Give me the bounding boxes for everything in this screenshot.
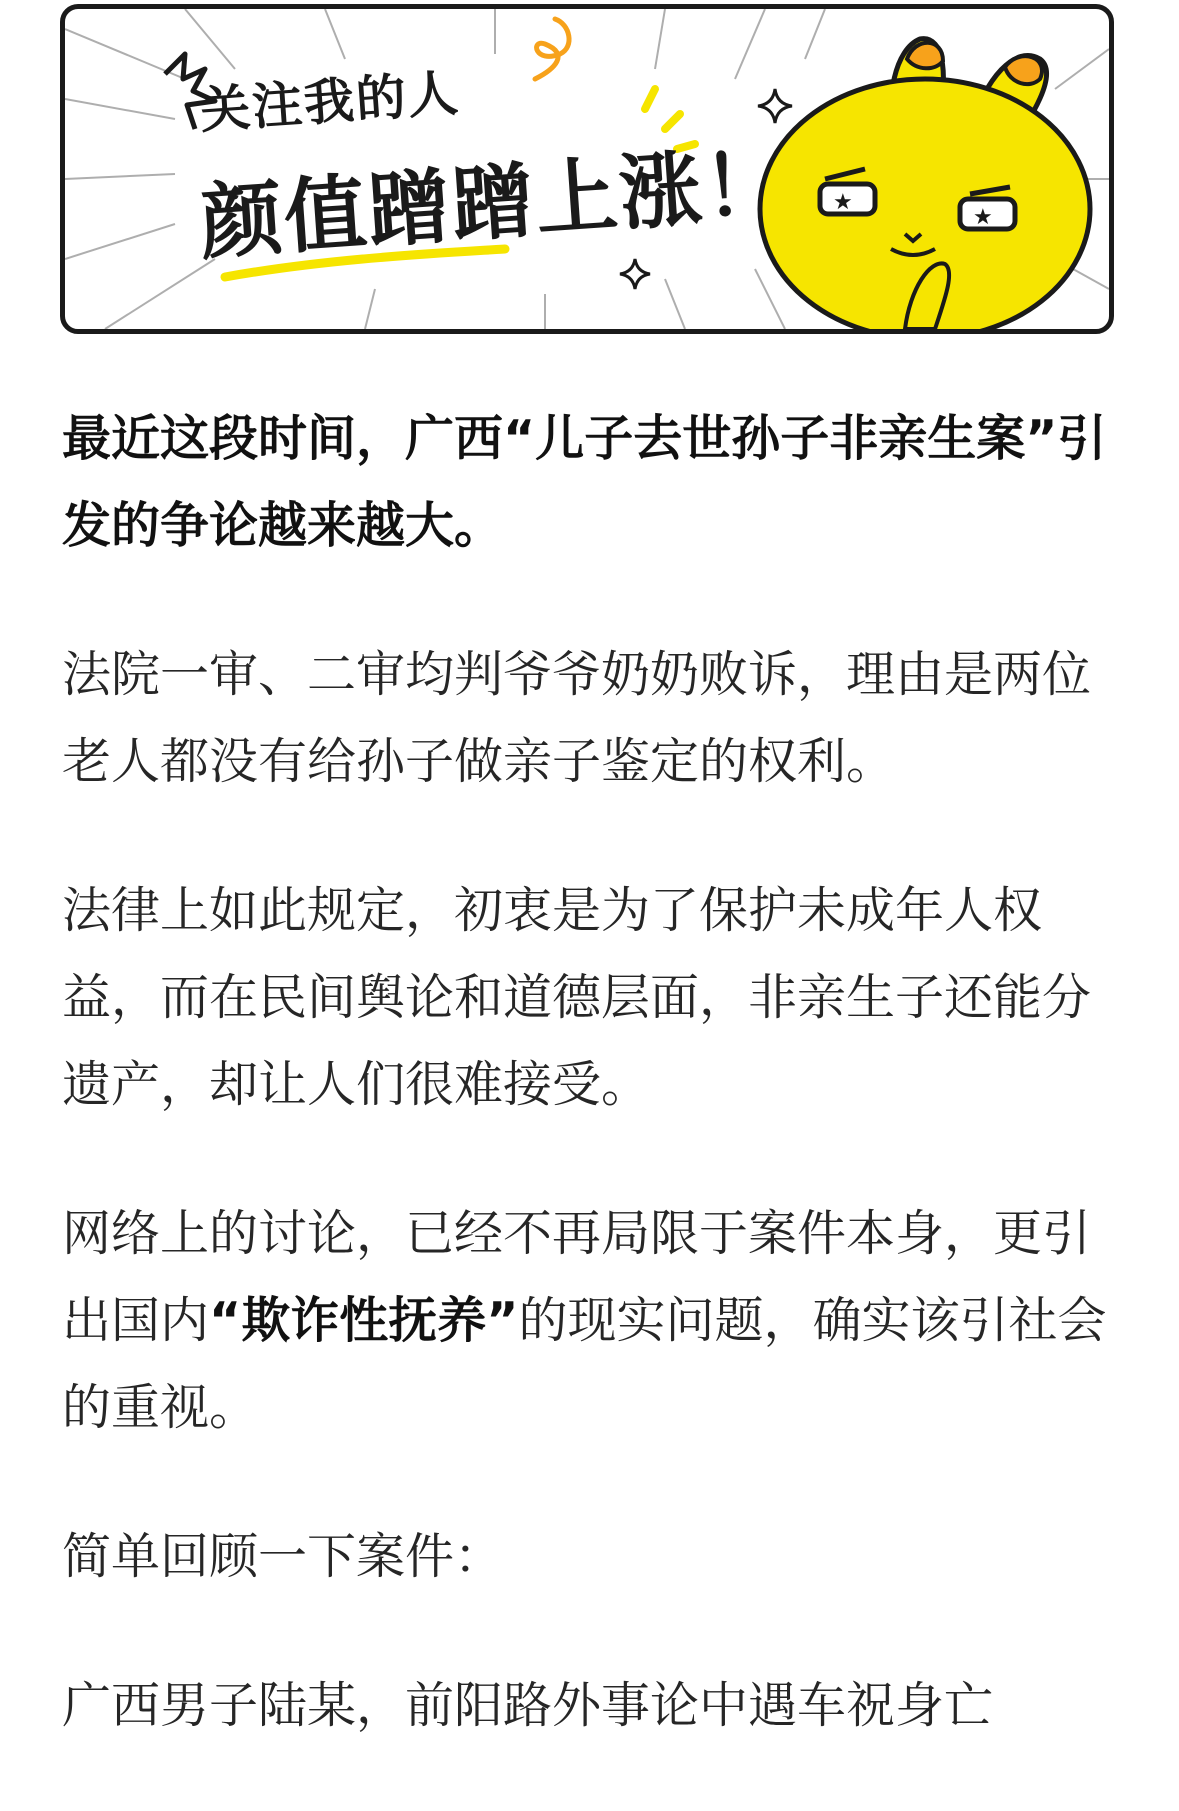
swirl-icon xyxy=(535,19,569,79)
svg-text:★: ★ xyxy=(973,205,993,230)
banner-title-line2: 颜值蹭蹭上涨！ xyxy=(197,136,791,272)
svg-text:★: ★ xyxy=(833,190,853,215)
paragraph-law: 法律上如此规定，初衷是为了保护未成年人权益，而在民间舆论和道德层面，非亲生子还能分遗产，却让人们很难接受。 xyxy=(62,882,1092,1113)
article-body xyxy=(62,395,1122,1811)
paragraph-discussion-after: 的现实问题，确实该引社会的重视。 xyxy=(62,1292,1107,1436)
banner-title-line1: 关注我的人 xyxy=(198,63,462,140)
paragraph-discussion xyxy=(62,1190,1122,1451)
paragraph-verdict: 法院一审、二审均判爷爷奶奶败诉，理由是两位老人都没有给孙子做亲子鉴定的权利。 xyxy=(62,646,1092,790)
paragraph-discussion-before: 网络上的讨论，已经不再局限于案件本身，更引出国内 xyxy=(62,1205,1092,1349)
yellow-rabbit-mascot xyxy=(760,39,1090,329)
paragraph-cut-off: 广西男子陆某，前阳路外事论中遇车祝身亡 xyxy=(62,1677,994,1734)
header-banner xyxy=(60,4,1114,334)
paragraph-case-review: 简单回顾一下案件： xyxy=(62,1528,504,1585)
lead-paragraph: 最近这段时间，广西“儿子去世孙子非亲生案”引发的争论越来越大。 xyxy=(62,410,1107,554)
emphasis-fraudulent-rearing: “欺诈性抚养” xyxy=(209,1292,519,1349)
